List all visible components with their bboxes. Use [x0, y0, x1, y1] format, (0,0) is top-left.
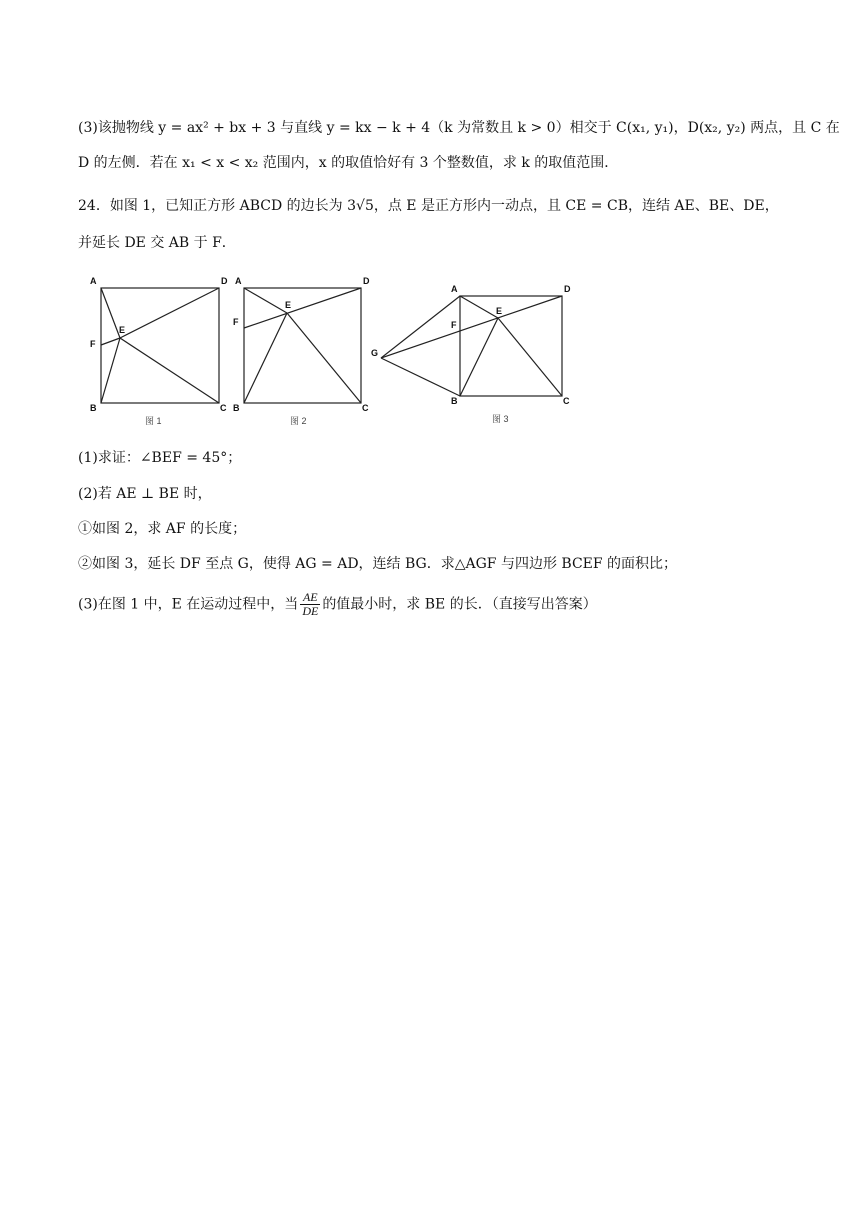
fraction-ae-over-de: [300, 591, 320, 618]
q24-part3: [78, 591, 597, 618]
label-c: C: [362, 403, 369, 413]
segment-ae: [101, 288, 120, 338]
label-f: F: [90, 339, 96, 349]
q24-part2a: ①如图 2，求 AF 的长度；: [78, 521, 247, 537]
label-b: B: [233, 403, 240, 413]
label-e: E: [285, 300, 292, 310]
q24-part3-prefix: (3)在图 1 中，E 在运动过程中，当: [78, 596, 299, 613]
square-abcd: [244, 288, 361, 403]
q23-part3-line1: (3)该抛物线 y = ax² + bx + 3 与直线 y = kx − k + 4（k 为常数且 k > 0）相交于 C(x₁, y₁)，D(x₂, y₂) 两点，且 C 在: [78, 120, 840, 136]
segment-be: [101, 338, 120, 403]
label-b: B: [451, 396, 458, 406]
label-c: C: [563, 396, 570, 406]
segment-ce: [120, 338, 219, 403]
q24-part2b: ②如图 3，延长 DF 至点 G，使得 AG = AD，连结 BG．求△AGF 与四边形 BCEF 的面积比；: [78, 556, 678, 572]
q24-stem-line2: 并延长 DE 交 AB 于 F．: [78, 235, 236, 251]
segment-ga: [381, 296, 460, 358]
label-e: E: [496, 306, 503, 316]
segment-de: [120, 288, 219, 338]
label-f: F: [233, 317, 239, 327]
segment-ae: [460, 296, 498, 318]
label-a: A: [90, 276, 97, 286]
segment-ae: [244, 288, 287, 313]
q23-part3-line2: D 的左侧．若在 x₁ < x < x₂ 范围内，x 的取值恰好有 3 个整数值，求 k 的取值范围．: [78, 155, 619, 171]
label-d: D: [564, 284, 571, 294]
label-d: D: [221, 276, 228, 286]
figure-3: [381, 296, 562, 396]
q24-part3-suffix: 的值最小时，求 BE 的长．（直接写出答案）: [322, 596, 597, 613]
label-d: D: [363, 276, 370, 286]
figure-1: [101, 288, 219, 403]
label-b: B: [90, 403, 97, 413]
label-e: E: [119, 325, 126, 335]
figures: [85, 272, 605, 432]
label-a: A: [235, 276, 242, 286]
segment-be: [460, 318, 498, 396]
figure-2: [244, 288, 361, 403]
segment-gb: [381, 358, 460, 396]
label-f: F: [451, 320, 457, 330]
figure-1-caption: 图 1: [145, 416, 162, 426]
fraction-numerator: AE: [300, 591, 320, 605]
segment-fe: [101, 338, 120, 345]
q24-stem-line1: 24．如图 1，已知正方形 ABCD 的边长为 3√5，点 E 是正方形内一动点，且 CE = CB，连结 AE、BE、DE，: [78, 198, 779, 214]
label-a: A: [451, 284, 458, 294]
q24-part2: (2)若 AE ⊥ BE 时，: [78, 486, 212, 502]
segment-ce: [287, 313, 361, 403]
q24-part1: (1)求证：∠BEF = 45°；: [78, 450, 242, 466]
figure-3-caption: 图 3: [492, 414, 509, 424]
segment-de: [244, 288, 361, 328]
square-abcd: [101, 288, 219, 403]
label-g: G: [371, 348, 379, 358]
segment-be: [244, 313, 287, 403]
segment-gd: [381, 296, 562, 358]
label-c: C: [220, 403, 227, 413]
figure-2-caption: 图 2: [290, 416, 307, 426]
square-abcd: [460, 296, 562, 396]
fraction-denominator: DE: [302, 604, 319, 618]
segment-ce: [498, 318, 562, 396]
